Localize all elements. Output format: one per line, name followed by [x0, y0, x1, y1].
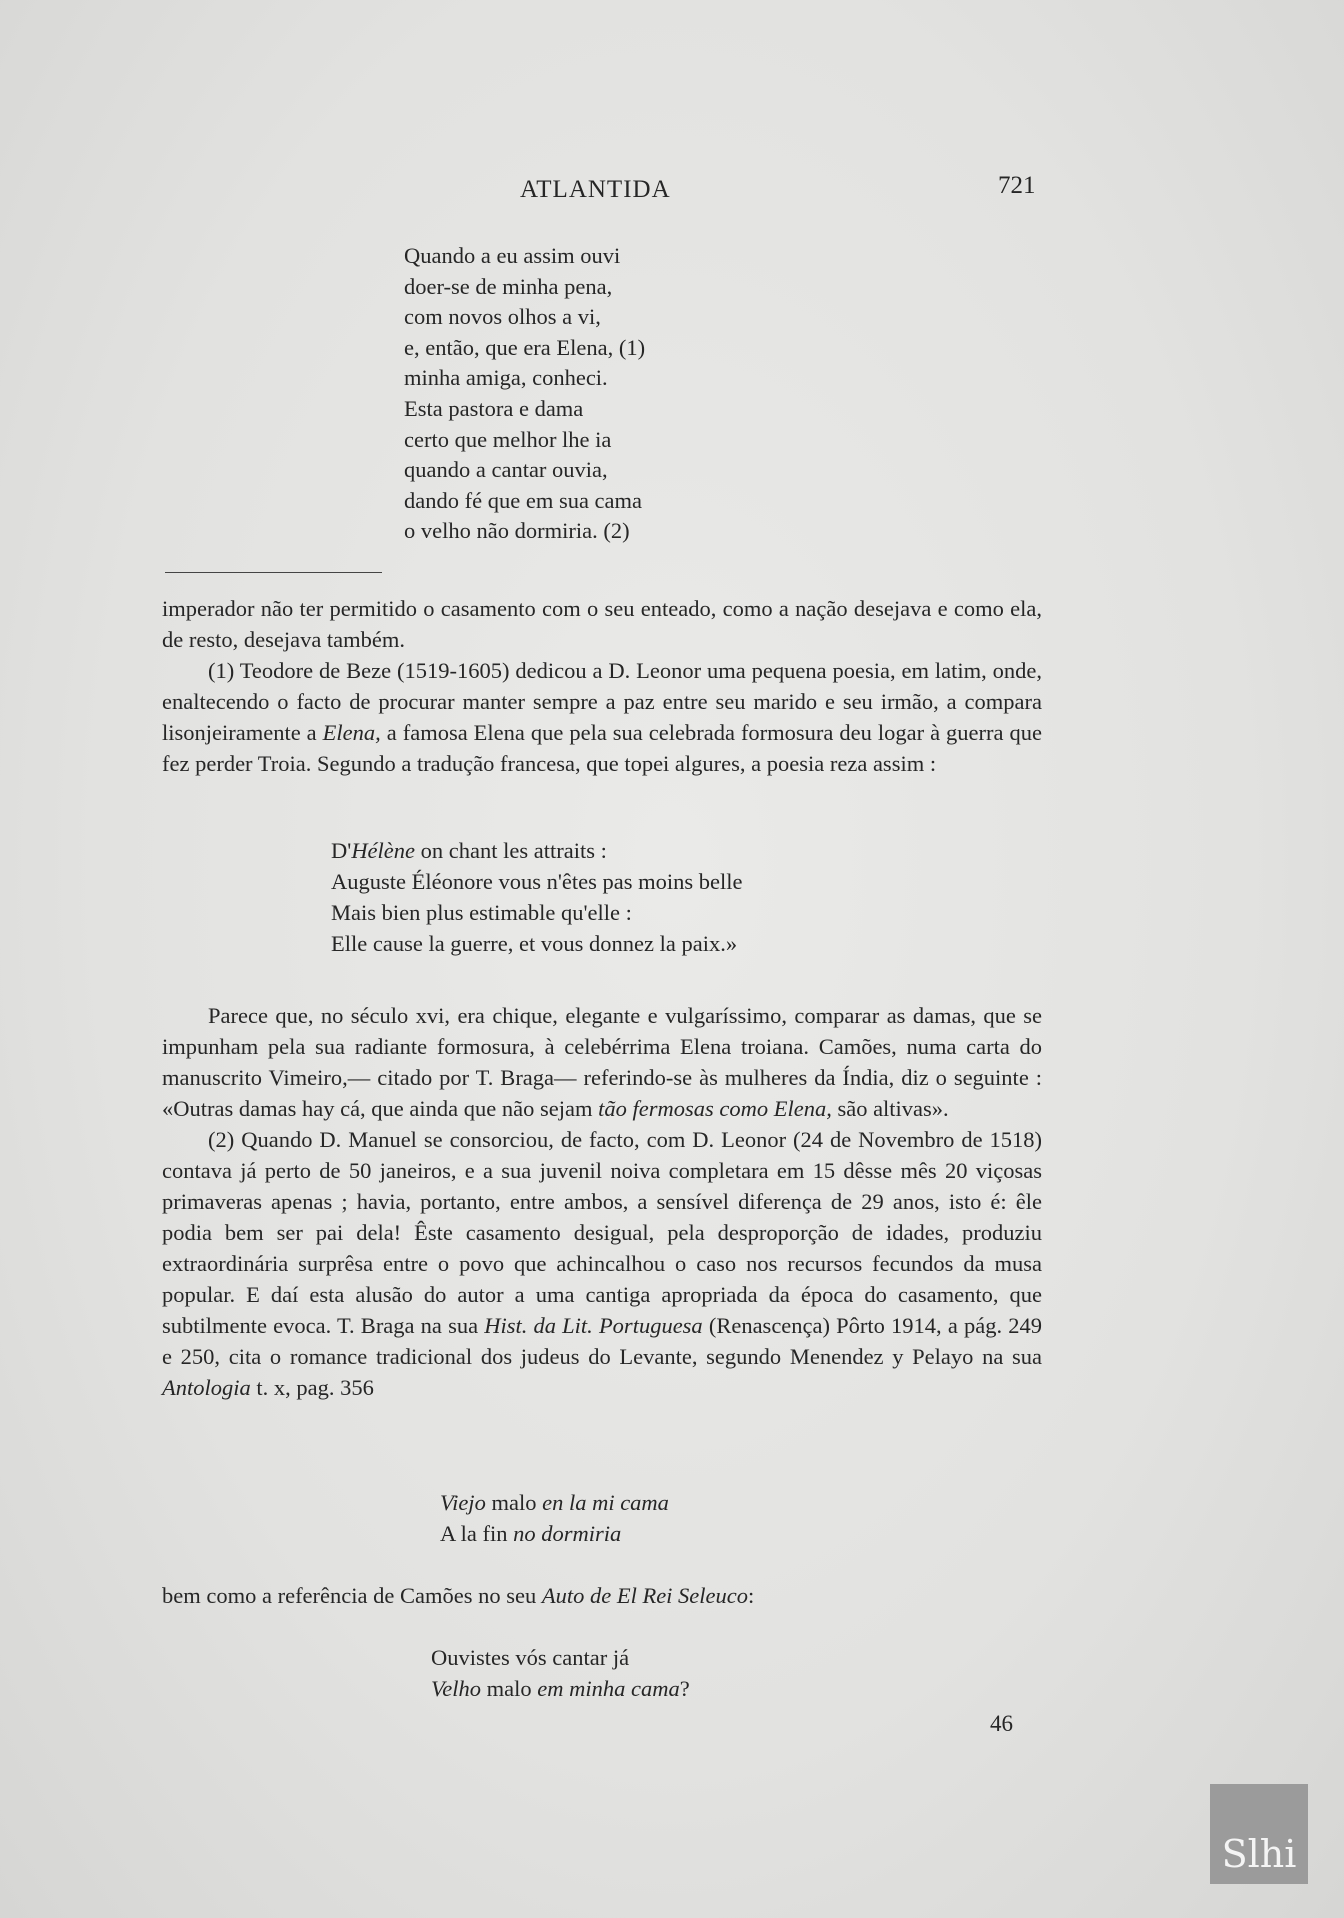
poem-line: [404, 333, 645, 364]
footnote-text: Quando D. Manuel se consorciou, de facto, com D. Leonor (24 de Novembro de 1518) contava já perto de 50 janeiros, e a sua juvenil noiva completara em 15 dêsse mês 20 viçosas primaveras apenas ; havia, portanto, entre ambos, a sensível diferença de 29 anos, isto é: êle podia bem ser pai dela! Êste casamento desigual, pela desproporção de idades, produziu extraordinária surprêsa entre o povo que achincalhou o caso nos recursos fecundos da musa popular. E daí esta alusão do autor a uma cantiga apropriada da época do casamento, que subtilmente evoca. T. Braga na sua: [162, 1127, 1042, 1338]
poem-line: certo que melhor lhe ia: [404, 426, 612, 452]
italic-text: Hist. da Lit. Portuguesa: [484, 1313, 703, 1338]
library-logo: Slhi: [1210, 1784, 1308, 1884]
poem-text: malo: [485, 1490, 543, 1515]
paragraph-text: Parece que, no século xvi, era chique, elegante e vulgaríssimo, comparar as damas, que se impunham pela sua radiante formosura, à celebérrima Elena troiana. Camões, numa carta do manuscrito Vimeiro,— citado por T. Braga— referindo-se às mulheres da Índia, diz o seguinte : «Outras damas hay cá, que ainda que não sejam: [162, 1003, 1042, 1121]
poem-text: A la fin: [440, 1521, 514, 1546]
footnote-text: a famosa Elena que pela sua celebrada formosura deu logar à guerra que fez perder Troia. Segundo a tradução francesa, que topei algures, a poesia reza assim :: [162, 720, 1042, 776]
poem-line-text: e, então, que era Elena,: [404, 334, 614, 360]
italic-text: Velho: [431, 1676, 481, 1701]
footnote-block: [162, 593, 1042, 779]
footnote-1: [162, 655, 1042, 779]
italic-text: tão fermosas como Elena,: [598, 1096, 832, 1121]
footnote-mark: (1): [208, 658, 235, 683]
poem-line: minha amiga, conheci.: [404, 365, 608, 391]
main-poem: [404, 241, 645, 547]
footnote-text: (Renascença) Pôrto 1914, a pág. 249 e 250, cita o romance tradicional dos judeus do Levante, segundo Menendez y Pelayo na sua: [162, 1313, 1042, 1369]
french-poem: [331, 835, 742, 959]
footnote-divider: [165, 572, 382, 573]
camoes-verse: [431, 1642, 690, 1704]
paragraph: [162, 1580, 1042, 1611]
poem-line: com novos olhos a vi,: [404, 304, 601, 330]
poem-line: Quando a eu assim ouvi: [404, 243, 621, 268]
poem-text: ?: [679, 1676, 690, 1701]
paragraph-text: bem como a referência de Camões no seu: [162, 1583, 542, 1608]
footnote-text: t. x, pag. 356: [250, 1375, 374, 1400]
italic-text: Antologia: [162, 1375, 251, 1400]
poem-text: malo: [481, 1676, 538, 1701]
italic-text: Viejo: [440, 1490, 486, 1515]
journal-title: ATLANTIDA: [520, 176, 671, 203]
poem-line: Auguste Éléonore vous n'êtes pas moins belle: [331, 869, 743, 894]
footnote-continuation: imperador não ter permitido o casamento com o seu enteado, como a nação desejava e como ela, de resto, desejava também.: [162, 596, 1042, 652]
italic-text: em minha cama: [537, 1676, 680, 1701]
footnote-2: [162, 1124, 1042, 1403]
poem-line: dando fé que em sua cama: [404, 487, 643, 513]
footnote-mark: (2): [208, 1127, 235, 1152]
italic-text: Auto de El Rei Seleuco: [541, 1583, 749, 1608]
poem-text: D': [331, 838, 352, 863]
signature-mark: 46: [990, 1711, 1013, 1736]
poem-line: [440, 1487, 669, 1518]
paragraph: [162, 1000, 1042, 1124]
italic-text: Hélène: [351, 838, 416, 863]
poem-text: on chant les attraits :: [415, 838, 607, 863]
poem-line: Elle cause la guerre, et vous donnez la paix.»: [331, 931, 738, 956]
poem-line: quando a cantar ouvia,: [404, 457, 608, 483]
poem-line-text: o velho não dormiria.: [404, 518, 598, 544]
footnote-block: [162, 1580, 1042, 1611]
poem-line: Esta pastora e dama: [404, 395, 584, 421]
poem-line: [440, 1518, 669, 1549]
running-header: [0, 170, 1344, 210]
footnote-ref-1: (1): [618, 334, 646, 360]
poem-line: doer-se de minha pena,: [404, 273, 613, 299]
paragraph-text: :: [748, 1583, 755, 1608]
italic-text: en la mi cama: [542, 1490, 669, 1515]
page-number: 721: [998, 172, 1036, 199]
footnote-text: Teodore de Beze (1519-1605) dedicou a D. Leonor uma pequena poesia, em latim, onde, enaltecendo o facto de procurar manter sempre a paz entre seu marido e seu irmão, a compara lisonjeiramente a: [162, 658, 1043, 745]
spanish-verse: [440, 1487, 669, 1549]
italic-text: Elena,: [322, 720, 381, 745]
italic-text: no dormiria: [513, 1521, 622, 1546]
poem-line: [331, 835, 742, 866]
paragraph-text: são altivas».: [831, 1096, 949, 1121]
poem-line: [431, 1673, 690, 1704]
poem-line: Ouvistes vós cantar já: [431, 1645, 630, 1670]
footnote-ref-2: (2): [603, 518, 630, 544]
poem-line: [404, 516, 645, 547]
poem-line: Mais bien plus estimable qu'elle :: [331, 900, 632, 925]
footnote-block: [162, 1000, 1042, 1403]
